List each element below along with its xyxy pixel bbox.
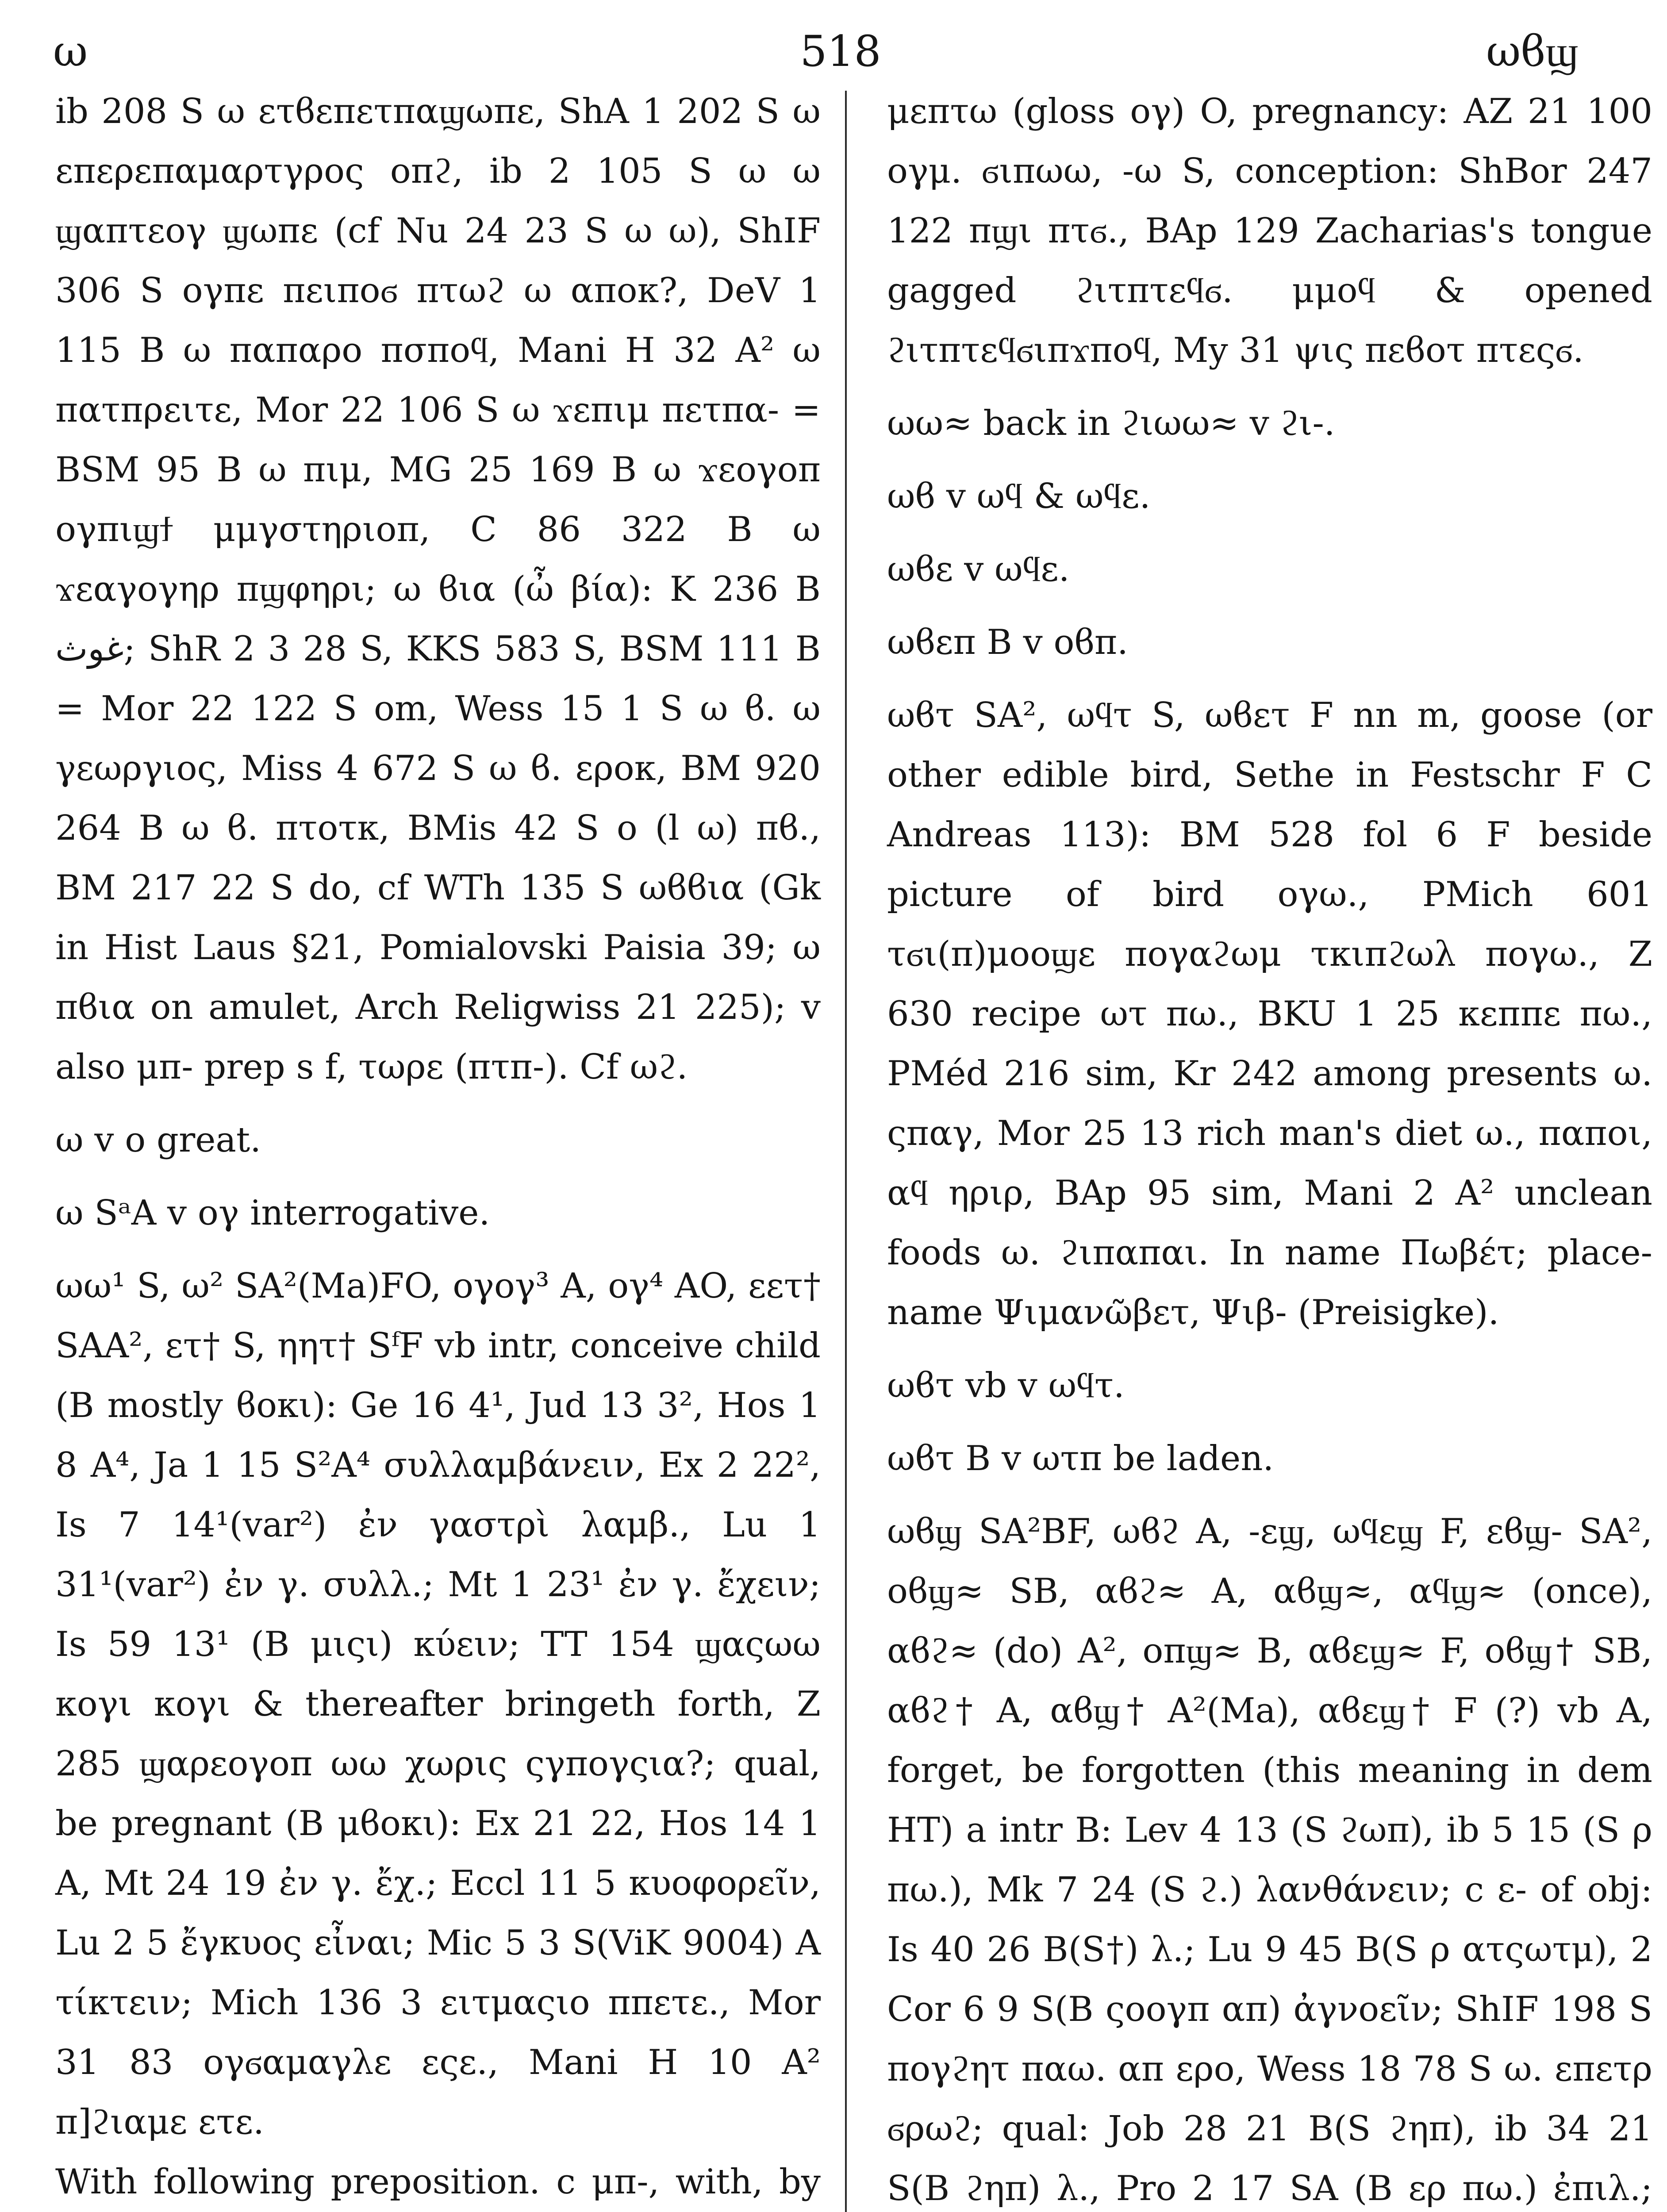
left-column [55,82,821,2212]
entry-oben: ωϐεπ B v οϐπ. [887,622,1128,662]
entry-oo-back: ωω≈ back in ϩιωω≈ v ϩι-. [887,403,1335,443]
entry-o-interrogative: ω SᵃA v ογ interrogative. [55,1193,490,1233]
entry-obe: ωϐε v ωϥε. [887,549,1070,589]
left-running-head: ω [53,27,88,76]
entry-continued: ib 208 S ω ετϐεπετπαϣωπε, ShA 1 202 S ω επερεπαμαρτγρος οπϩ, ib 2 105 S ω ω ϣαπτεογ ϣωπε (cf Nu 24 23 S ω ω), ShIF 306 S ογπε πειποϭ πτωϩ ω αποκ?, DeV 1 115 B ω παπαρο πσποϥ, Mani H 32 A² ω πατπρειτε, Mor 22 106 S ω ϫεπιμ πετπα- = BSM 95 B ω πιμ, MG 25 169 B ω ϫεογοπ ογπιϣϯ μμγστηριοπ, C 86 322 B ω ϫεαγογηρ πϣφηρι; ω ϐια (ὦ βία): K 236 B غوث; ShR 2 3 28 S, KKS 583 S, BSM 111 B = Mor 22 122 S om, Wess 15 1 S ω ϐ. ω γεωργιος, Miss 4 672 S ω ϐ. εροκ, BM 920 264 B ω ϐ. πτοτκ, BMis 42 S ο (l ω) πϐ., BM 217 22 S do, cf WTh 135 S ωϐϐια (Gk in Hist Laus §21, Pomialovski Paisia 39; ω πϐια on amulet, Arch Religwiss 21 225); v also μπ- prep s f, τωρε (πτπ-). Cf ωϩ. [55,92,821,1087]
entry-oo-prepositions: With following preposition. c μπ-, with, by [55,2162,821,2202]
entry-obt-goose: ωϐτ SA², ωϥτ S, ωϐετ F nn m, goose (or other edible bird, Sethe in Festschr F C Andreas 113): BM 528 fol 6 F beside picture of bird ογω., PMich 601 τϭι(π)μοοϣε πογαϩωμ τκιπϩωλ πογω., Z 630 recipe ωτ πω., BKU 1 25 κεππε πω., PMéd 216 sim, Kr 242 among presents ω. ςπαγ, Mor 25 13 rich man's diet ω., παποι, αϥ ηριρ, BAp 95 sim, Mani 2 A² unclean foods ω. ϩιπαπαι. In name Πωβέτ; place-name Ψιμανῶβετ, Ψιβ- (Preisigke). [887,695,1652,1333]
entry-obt-laden: ωϐτ B v ωτπ be laden. [887,1439,1274,1479]
entry-obt-vb: ωϐτ vb v ωϥτ. [887,1366,1125,1406]
column-divider [845,91,847,2212]
right-column [887,82,1652,2212]
entry-pregnancy: μεπτω (gloss ογ) O, pregnancy: AZ 21 100 ογμ. ϭιπωω, -ω S, conception: ShBor 247 122 πϣι πτϭ., BAp 129 Zacharias's tongue gagged ϩιτπτεϥϭ. μμοϥ & opened ϩιτπτεϥϭιπϫποϥ, My 31 ψις πεϐοτ πτεςϭ. [887,92,1652,370]
page-number: 518 [800,27,881,76]
entry-o-great: ω v o great. [55,1120,261,1160]
right-running-head: ωϐϣ [1486,27,1579,76]
entry-obsh-forget: ωϐϣ SA²BF, ωϐϩ A, -εϣ, ωϥεϣ F, εϐϣ- SA², οϐϣ≈ SB, αϐϩ≈ A, αϐϣ≈, αϥϣ≈ (once), αϐϩ≈ (do) A², οπϣ≈ B, αϐεϣ≈ F, οϐϣ† SB, αϐϩ† A, αϐϣ† A²(Ma), αϐεϣ† F (?) vb A, forget, be forgotten (this meaning in dem HT) a intr B: Lev 4 13 (S ϩωπ), ib 5 15 (S ρ πω.), Mk 7 24 (S ϩ.) λανθάνειν; c ε- of obj: Is 40 26 B(S†) λ.; Lu 9 45 B(S ρ ατςωτμ), 2 Cor 6 9 S(B ςοογπ απ) ἀγνοεῖν; ShIF 198 S πογϩητ παω. απ ερο, Wess 18 78 S ω. επετρ ϭρωϩ; qual: Job 28 21 B(S ϩηπ), ib 34 21 S(B ϩηπ) λ., Pro 2 17 SA (B ερ πω.) ἐπιλ.; [887,1512,1652,2208]
entry-ob: ωϐ v ωϥ & ωϥε. [887,476,1151,516]
entry-oo-conceive: ωω¹ S, ω² SA²(Ma)FO, ογογ³ A, ογ⁴ AO, εετ† SAA², ετ† S, ηητ† SᶠF vb intr, conceive child (B mostly ϐοκι): Ge 16 4¹, Jud 13 3², Hos 1 8 A⁴, Ja 1 15 S²A⁴ συλλαμβάνειν, Ex 2 22², Is 7 14¹(var²) ἐν γαστρὶ λαμβ., Lu 1 31¹(var²) ἐν γ. συλλ.; Mt 1 23¹ ἐν γ. ἔχειν; Is 59 13¹ (B μιςι) κύειν; TT 154 ϣαςωω κογι κογι & thereafter bringeth forth, Z 285 ϣαρεογοπ ωω χωρις ςγπογςια?; qual, be pregnant (B μϐοκι): Ex 21 22, Hos 14 1 A, Mt 24 19 ἐν γ. ἔχ.; Eccl 11 5 κυοφορεῖν, Lu 2 5 ἔγκυος εἶναι; Mic 5 3 S(ViK 9004) A τίκτειν; Mich 136 3 ειτμαςιο ππετε., Mor 31 83 ογϭαμαγλε εςε., Mani H 10 A² π]ϩιαμε ετε. [55,1266,821,2142]
